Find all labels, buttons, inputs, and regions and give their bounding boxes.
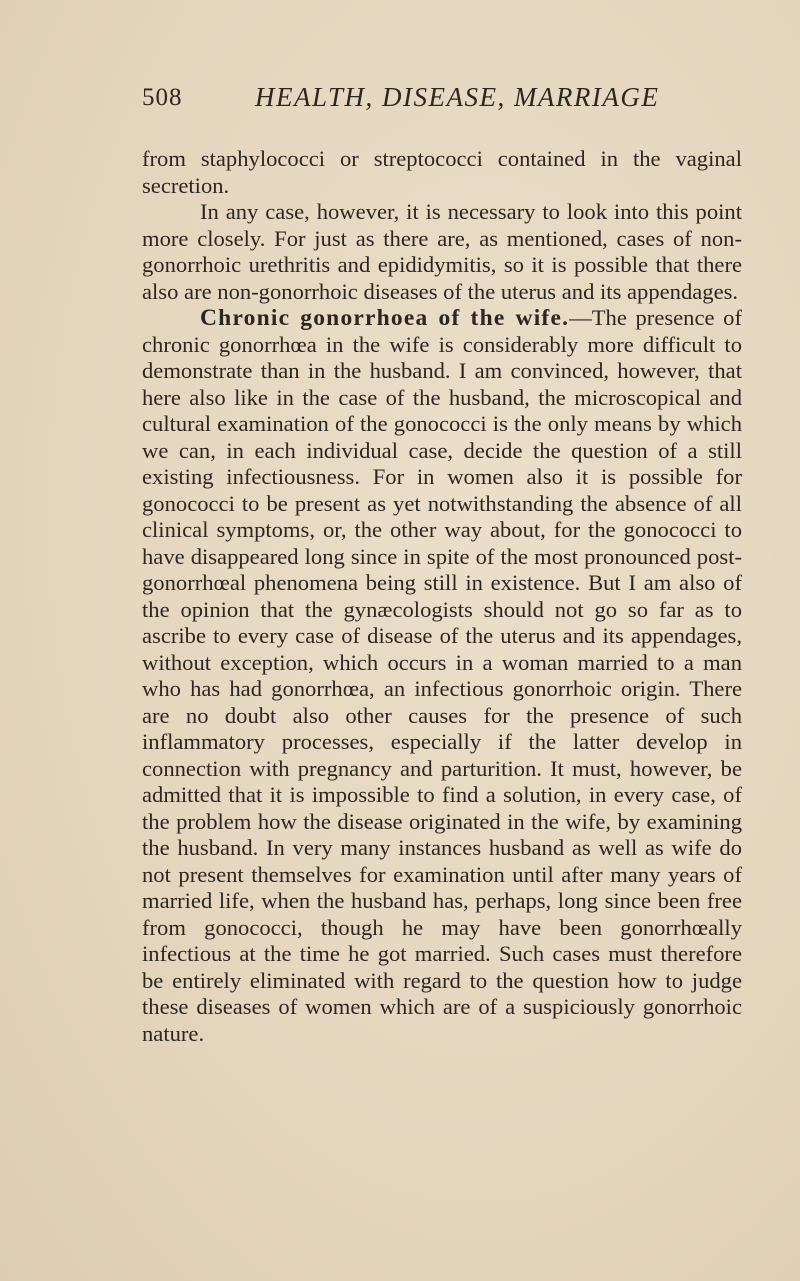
paragraph-continuation: from staphylococci or streptococci contained in the vaginal secretion. — [142, 146, 742, 198]
section-body: —The presence of chronic gonorrhœa in the wife is considerably more difficult to demonstrate than in the husband. I am convinced, however, that here also like in the case of the husband, the microscopical and cultural examination of the gonococci is the only means by which we can, in each individual case, decide the question of a still existing infectiousness. For in women also it is possible for gonococci to be present as yet notwithstanding the absence of all clinical symptoms, or, the other way about, for the gonococci to have disappeared long since in spite of the most pronounced post-gonorrhœal phenomena being still in existence. But I am also of the opinion that the gynæcologists should not go so far as to ascribe to every case of disease of the uterus and its appendages, without exception, which occurs in a woman married to a man who has had gonorrhœa, an infectious gonorrhoic origin. There are no doubt also other causes for the presence of such inflammatory processes, especially if the latter develop in connection with pregnancy and parturition. It must, however, be admitted that it is impossible to find a solution, in every case, of the problem how the disease originated in the wife, by examining the husband. In very many instances husband as well as wife do not present themselves for examination until after many years of married life, when the husband has, perhaps, long since been free from gonococci, though he may have been gonorrhœally infectious at the time he got married. Such cases must therefore be entirely eliminated with regard to the question how to judge these diseases of women which are of a suspiciously gonorrhoic nature. — [142, 305, 742, 1046]
page-number: 508 — [142, 84, 183, 111]
running-title: HEALTH, DISEASE, MARRIAGE — [255, 82, 660, 112]
body-text — [142, 146, 742, 1047]
paragraph-section — [142, 305, 742, 1047]
paragraph: In any case, however, it is necessary to look into this point more closely. For just as there are, as mentioned, cases of non-gonorrhoic urethritis and epididymitis, so it is possible that there also are non-gonorrhoic diseases of the uterus and its appendages. — [142, 199, 742, 304]
page-header — [142, 84, 742, 124]
section-heading: Chronic gonorrhoea of the wife. — [200, 305, 570, 331]
